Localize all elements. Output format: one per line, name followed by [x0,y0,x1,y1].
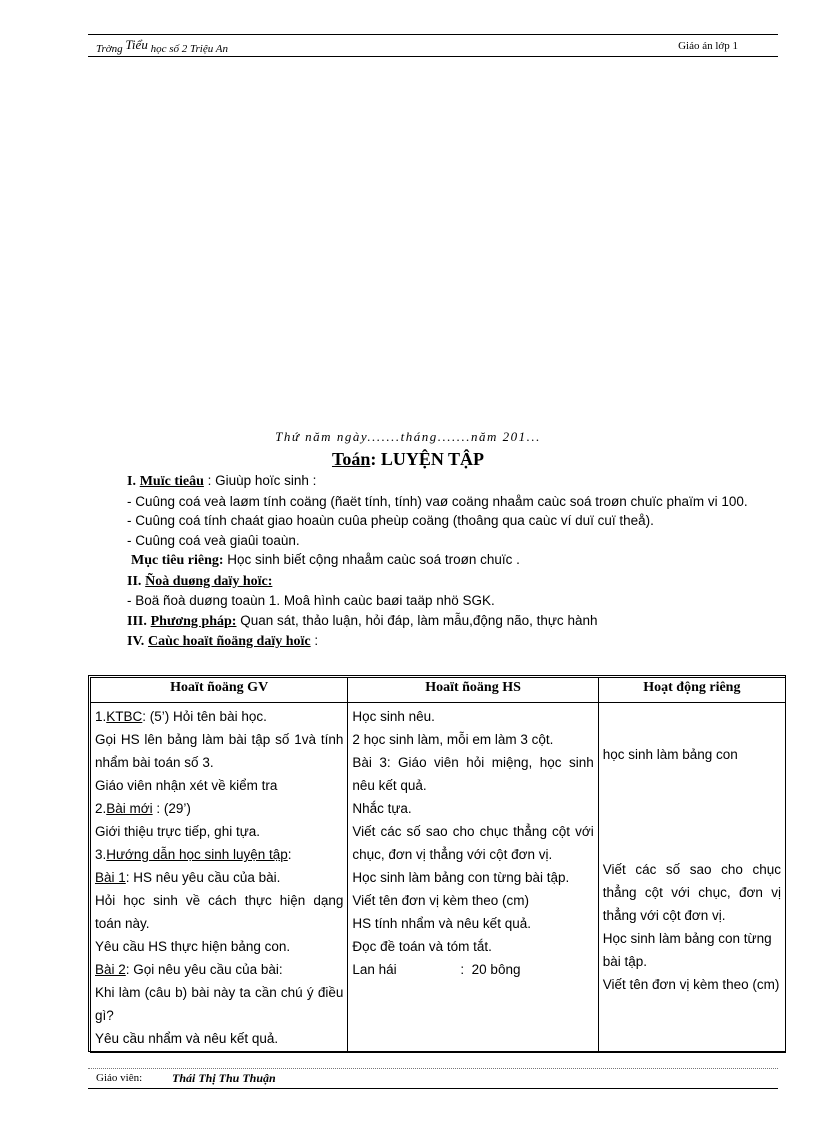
activities-table [90,677,786,1053]
hs-line: Bài 3: Giáo viên hỏi miệng, học sinh nêu kết quả. [352,755,594,793]
page-header [88,34,778,56]
gv-text: : (5’) Hỏi tên bài học. [142,709,267,724]
gv-line: Yêu cầu HS thực hiện bảng con. [95,939,291,954]
gv-line: Yêu cầu nhẩm và nêu kết quả. [95,1031,279,1046]
hs-line: Viết tên đơn vị kèm theo (cm) [352,893,530,908]
subject-label: Toán [331,449,371,469]
gv-underlined: Hướng dẫn học sinh luyện tập [106,847,288,862]
gv-prefix: 3. [95,847,107,862]
student-activity-cell [348,703,598,1053]
method-number: III. [127,613,147,629]
hs-line: Học sinh nêu. [352,709,435,724]
footer-bottom-rule [88,1088,778,1089]
hs-line: Viết các số sao cho chục thẳng cột với chục, đơn vị thẳng với cột đơn vị. [352,824,594,862]
rieng-line: Học sinh làm bảng con từng bài tập. [602,931,772,969]
materials-heading: Ñoà duøng daïy hoïc: [145,573,273,589]
table-body-row [91,703,786,1053]
hs-line: HS tính nhẩm và nêu kết quả. [352,916,531,931]
gv-underlined: Bài 1 [95,870,126,885]
hs-line: Nhắc tựa. [352,801,412,816]
rieng-line: Viết tên đơn vị kèm theo (cm) [602,977,780,992]
rieng-line: học sinh làm bảng con [602,747,738,762]
hs-line: Lan hái : 20 bông [352,962,521,977]
teacher-label: Giáo viên: [96,1072,143,1084]
gv-prefix: 1. [95,709,107,724]
method-heading: Phương pháp: [150,613,237,629]
special-objective-text: Học sinh biết cộng nhaåm caùc soá troøn chuïc . [223,552,520,567]
rieng-line: Viết các số sao cho chục thẳng cột với chục, đơn vị thẳng với cột đơn vị. [602,862,781,923]
lesson-plan-grade: Giáo án lớp 1 [678,40,738,52]
activities-number: IV. [127,634,145,649]
materials-number: II. [127,573,142,589]
objectives-heading-line [97,471,777,492]
teacher-name: Thái Thị Thu Thuận [172,1071,276,1085]
hs-line: Đọc đề toán và tóm tắt. [352,939,492,954]
gv-line [95,958,343,981]
materials-heading-line [97,571,777,592]
hs-line: 2 học sinh làm, mỗi em làm 3 cột. [352,732,554,747]
gv-text: : Gọi nêu yêu cầu của bài: [125,962,283,977]
header-teacher-activity: Hoaït ñoäng GV [91,678,348,703]
header-bottom-rule [88,56,778,57]
header-top-rule [88,34,778,35]
gv-underlined: Bài 2 [95,962,126,977]
table-header-row [91,678,786,703]
gv-line: Giáo viên nhận xét về kiểm tra [95,778,278,793]
activities-tail: : [310,633,319,648]
lesson-body [97,471,777,652]
school-name [96,37,228,56]
footer-dotted-rule [88,1068,778,1069]
gv-text: : [287,847,292,862]
gv-line [95,797,343,820]
header-student-activity: Hoaït ñoäng HS [348,678,598,703]
activities-heading: Caùc hoaït ñoäng daïy hoïc [148,634,311,649]
gv-underlined: KTBC [106,709,143,724]
gv-line: Hỏi học sinh về cách thực hiện dạng toán này. [95,893,344,931]
gv-line [95,866,343,889]
method-text: Quan sát, thảo luận, hỏi đáp, làm mẫu,động não, thực hành [236,612,598,628]
objectives-number: I. [127,474,136,489]
special-objective-label: Mục tiêu riêng: [131,553,224,568]
objectives-tail: : Giuùp hoïc sinh : [203,473,317,488]
objectives-heading: Muïc tieâu [139,474,204,489]
lesson-name: LUYỆN TẬP [380,449,485,469]
materials-item: - Boä ñoà duøng toaùn 1. Moâ hình caùc baøi taäp nhö SGK. [127,593,495,608]
objective-item: - Cuûng coá veà laøm tính coäng (ñaët tính, tính) vaø coäng nhaåm caùc soá troøn chuïc phaïm vi 100. [127,493,748,509]
page-footer [88,1068,778,1090]
header-special-activity: Hoạt động riêng [598,678,785,703]
school-name-part: học số 2 Triệu An [150,43,228,55]
special-objective [97,550,777,571]
gv-underlined: Bài mới [106,801,153,816]
gv-text: : (29’) [152,801,191,816]
date-line: Thứ năm ngày.......tháng.......năm 201... [275,429,541,444]
special-activity-cell [598,703,785,1053]
page-title [0,449,816,470]
objective-item: - Cuûng coá tính chaát giao hoaùn cuûa pheùp coäng (thoâng qua caùc ví duï cuï theå). [127,513,654,528]
school-name-part: Tiểu [125,37,148,52]
objective-item: - Cuûng coá veà giaûi toaùn. [127,532,300,548]
gv-line: Gọi HS lên bảng làm bài tập số 1và tính nhẩm bài toán số 3. [95,732,344,770]
school-name-part: Trờng [96,43,123,55]
title-colon: : [370,449,377,469]
gv-line: Giới thiệu trực tiếp, ghi tựa. [95,824,260,839]
hs-line: Học sinh làm bảng con từng bài tập. [352,870,570,885]
gv-prefix: 2. [95,801,107,816]
method-line [97,611,777,632]
gv-text: : HS nêu yêu cầu của bài. [125,870,281,885]
gv-line [95,705,343,728]
activities-heading-line [97,631,777,652]
teacher-activity-cell [91,703,348,1053]
gv-line [95,843,343,866]
gv-line: Khi làm (câu b) bài này ta cần chú ý điều gì? [95,985,344,1023]
